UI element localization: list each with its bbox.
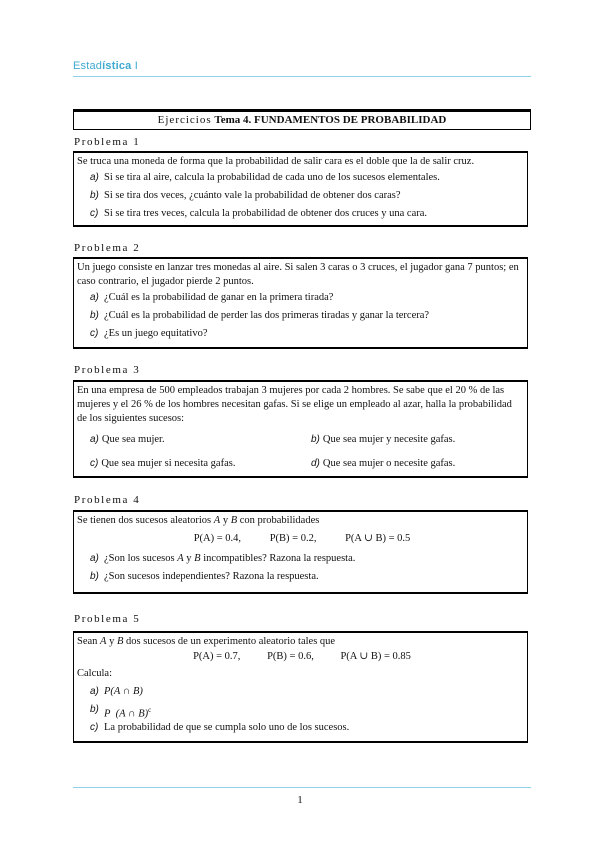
item-text: ¿Son los sucesos [104,553,178,564]
problem-5-item-c [77,719,527,737]
formula-pa: P(A) = 0.4, [193,533,242,544]
item-marker: a) [90,553,99,564]
problem-2-item-b [77,307,527,325]
header-bold: ística [102,60,132,72]
problem-5-heading: Problema 5 [74,613,141,625]
header-rule [73,76,531,77]
intro-text: y [220,515,231,526]
formula-pb: P(B) = 0.2, [269,533,317,544]
footer-rule [73,787,531,788]
item-text: Que sea mujer si necesita gafas. [101,458,236,469]
item-marker: b) [90,571,99,582]
problem-4-item-b [77,568,527,586]
formula-paub: P(A ∪ B) = 0.5 [345,533,411,544]
item-text: Que sea mujer. [101,434,165,445]
item-text: ¿Cuál es la probabilidad de perder las dos primeras tiradas y ganar la tercera? [104,310,430,321]
item-marker: a) [90,172,99,183]
problem-5-item-a [77,683,527,701]
problem-2-intro: Un juego consiste en lanzar tres monedas al aire. Si salen 3 caras o 3 cruces, el jugador gana 7 puntos; en caso contrario, el jugador pierde 2 puntos. [77,262,519,287]
formula-pb: P(B) = 0.6, [267,651,314,662]
problem-2-item-a [77,289,527,307]
formula-pa: P(A) = 0.7, [193,651,241,662]
problem-2-item-c [77,325,527,343]
running-header [73,60,138,72]
problem-4-box [73,510,528,594]
item-marker: b) [311,434,320,445]
header-prefix: Estad [73,60,103,72]
problem-3-item-d [311,457,455,471]
item-marker: c) [90,208,99,219]
problem-3-intro: En una empresa de 500 empleados trabajan 3 mujeres por cada 2 hombres. Se sabe que el 20 % de las mujeres y el 26 % de los hombres necesitan gafas. Si se elige un empleado al azar, halla la probabilidad de los siguientes sucesos: [77,385,512,424]
problem-3-box [73,380,528,478]
item-text: Si se tira al aire, calcula la probabilidad de cada uno de los sucesos elementales. [104,172,440,183]
item-text: ¿Son sucesos independientes? Razona la respuesta. [104,571,319,582]
variable-b: B [194,553,201,564]
problem-1-item-c [77,205,527,223]
problem-5-intro [77,635,527,649]
variable-b: B [116,636,124,647]
problem-3-heading: Problema 3 [74,364,141,376]
problem-1-box [73,151,528,227]
variable-b: B [230,515,238,526]
problem-5-formulas [77,649,527,665]
problem-3-options [77,426,527,478]
item-marker: a) [90,292,99,303]
item-text: Si se tira tres veces, calcula la probabilidad de obtener dos cruces y una cara. [104,208,428,219]
intro-text: con probabilidades [237,515,320,526]
page-number: 1 [297,794,303,806]
complement-superscript: c [148,706,152,714]
item-text: incompatibles? Razona la respuesta. [200,553,356,564]
item-text: Si se tira dos veces, ¿cuánto vale la probabilidad de obtener dos caras? [104,190,401,201]
problem-4-heading: Problema 4 [74,494,141,506]
problem-1-item-b [77,187,527,205]
intro-text: Se tienen dos sucesos aleatorios [77,515,214,526]
problem-4-formulas [77,528,527,550]
item-marker: b) [90,190,99,201]
variable-a: A [177,553,184,564]
header-suffix: I [131,60,138,72]
title-topic: Tema 4. FUNDAMENTOS DE PROBABILIDAD [214,114,447,126]
problem-3-item-c [90,457,235,471]
item-marker: a) [90,434,99,445]
item-text: y [183,553,195,564]
problem-4-item-a [77,550,527,568]
intro-text: dos sucesos de un experimento aleatorio tales que [123,636,336,647]
item-text: ¿Es un juego equitativo? [104,328,208,339]
item-formula: P(A ∩ B) [104,686,143,697]
item-text: La probabilidad de que se cumpla solo uno de los sucesos. [104,722,350,733]
item-text: ¿Cuál es la probabilidad de ganar en la primera tirada? [104,292,334,303]
calc-label: Calcula: [77,668,112,679]
item-marker: b) [90,310,99,321]
variable-a: A [100,636,107,647]
item-text: Que sea mujer o necesite gafas. [322,458,456,469]
intro-text: Sean [77,636,101,647]
item-marker: c) [90,458,99,469]
item-formula-paren: (A ∩ B) [115,708,149,720]
title-label: Ejercicios [157,114,212,126]
item-marker: c) [90,328,99,339]
sheet-title [73,109,531,130]
variable-a: A [213,515,221,526]
problem-5-box [73,631,528,743]
item-marker: d) [311,458,320,469]
formula-paub: P(A ∪ B) = 0.85 [340,651,411,662]
item-text: Que sea mujer y necesite gafas. [322,434,456,445]
problem-2-heading: Problema 2 [74,242,141,254]
problem-1-intro: Se truca una moneda de forma que la probabilidad de salir cara es el doble que la de salir cruz. [77,156,475,167]
intro-text: y [106,636,117,647]
item-marker: a) [90,686,99,697]
item-marker: c) [90,722,99,733]
problem-3-item-b [311,433,455,447]
item-formula: P [104,708,111,720]
problem-4-intro [77,514,527,528]
problem-1-heading: Problema 1 [74,136,141,148]
problem-1-item-a [77,169,527,187]
problem-2-box [73,257,528,349]
problem-3-item-a [90,433,165,447]
item-marker: b) [90,704,99,715]
problem-5-item-b [77,701,527,719]
